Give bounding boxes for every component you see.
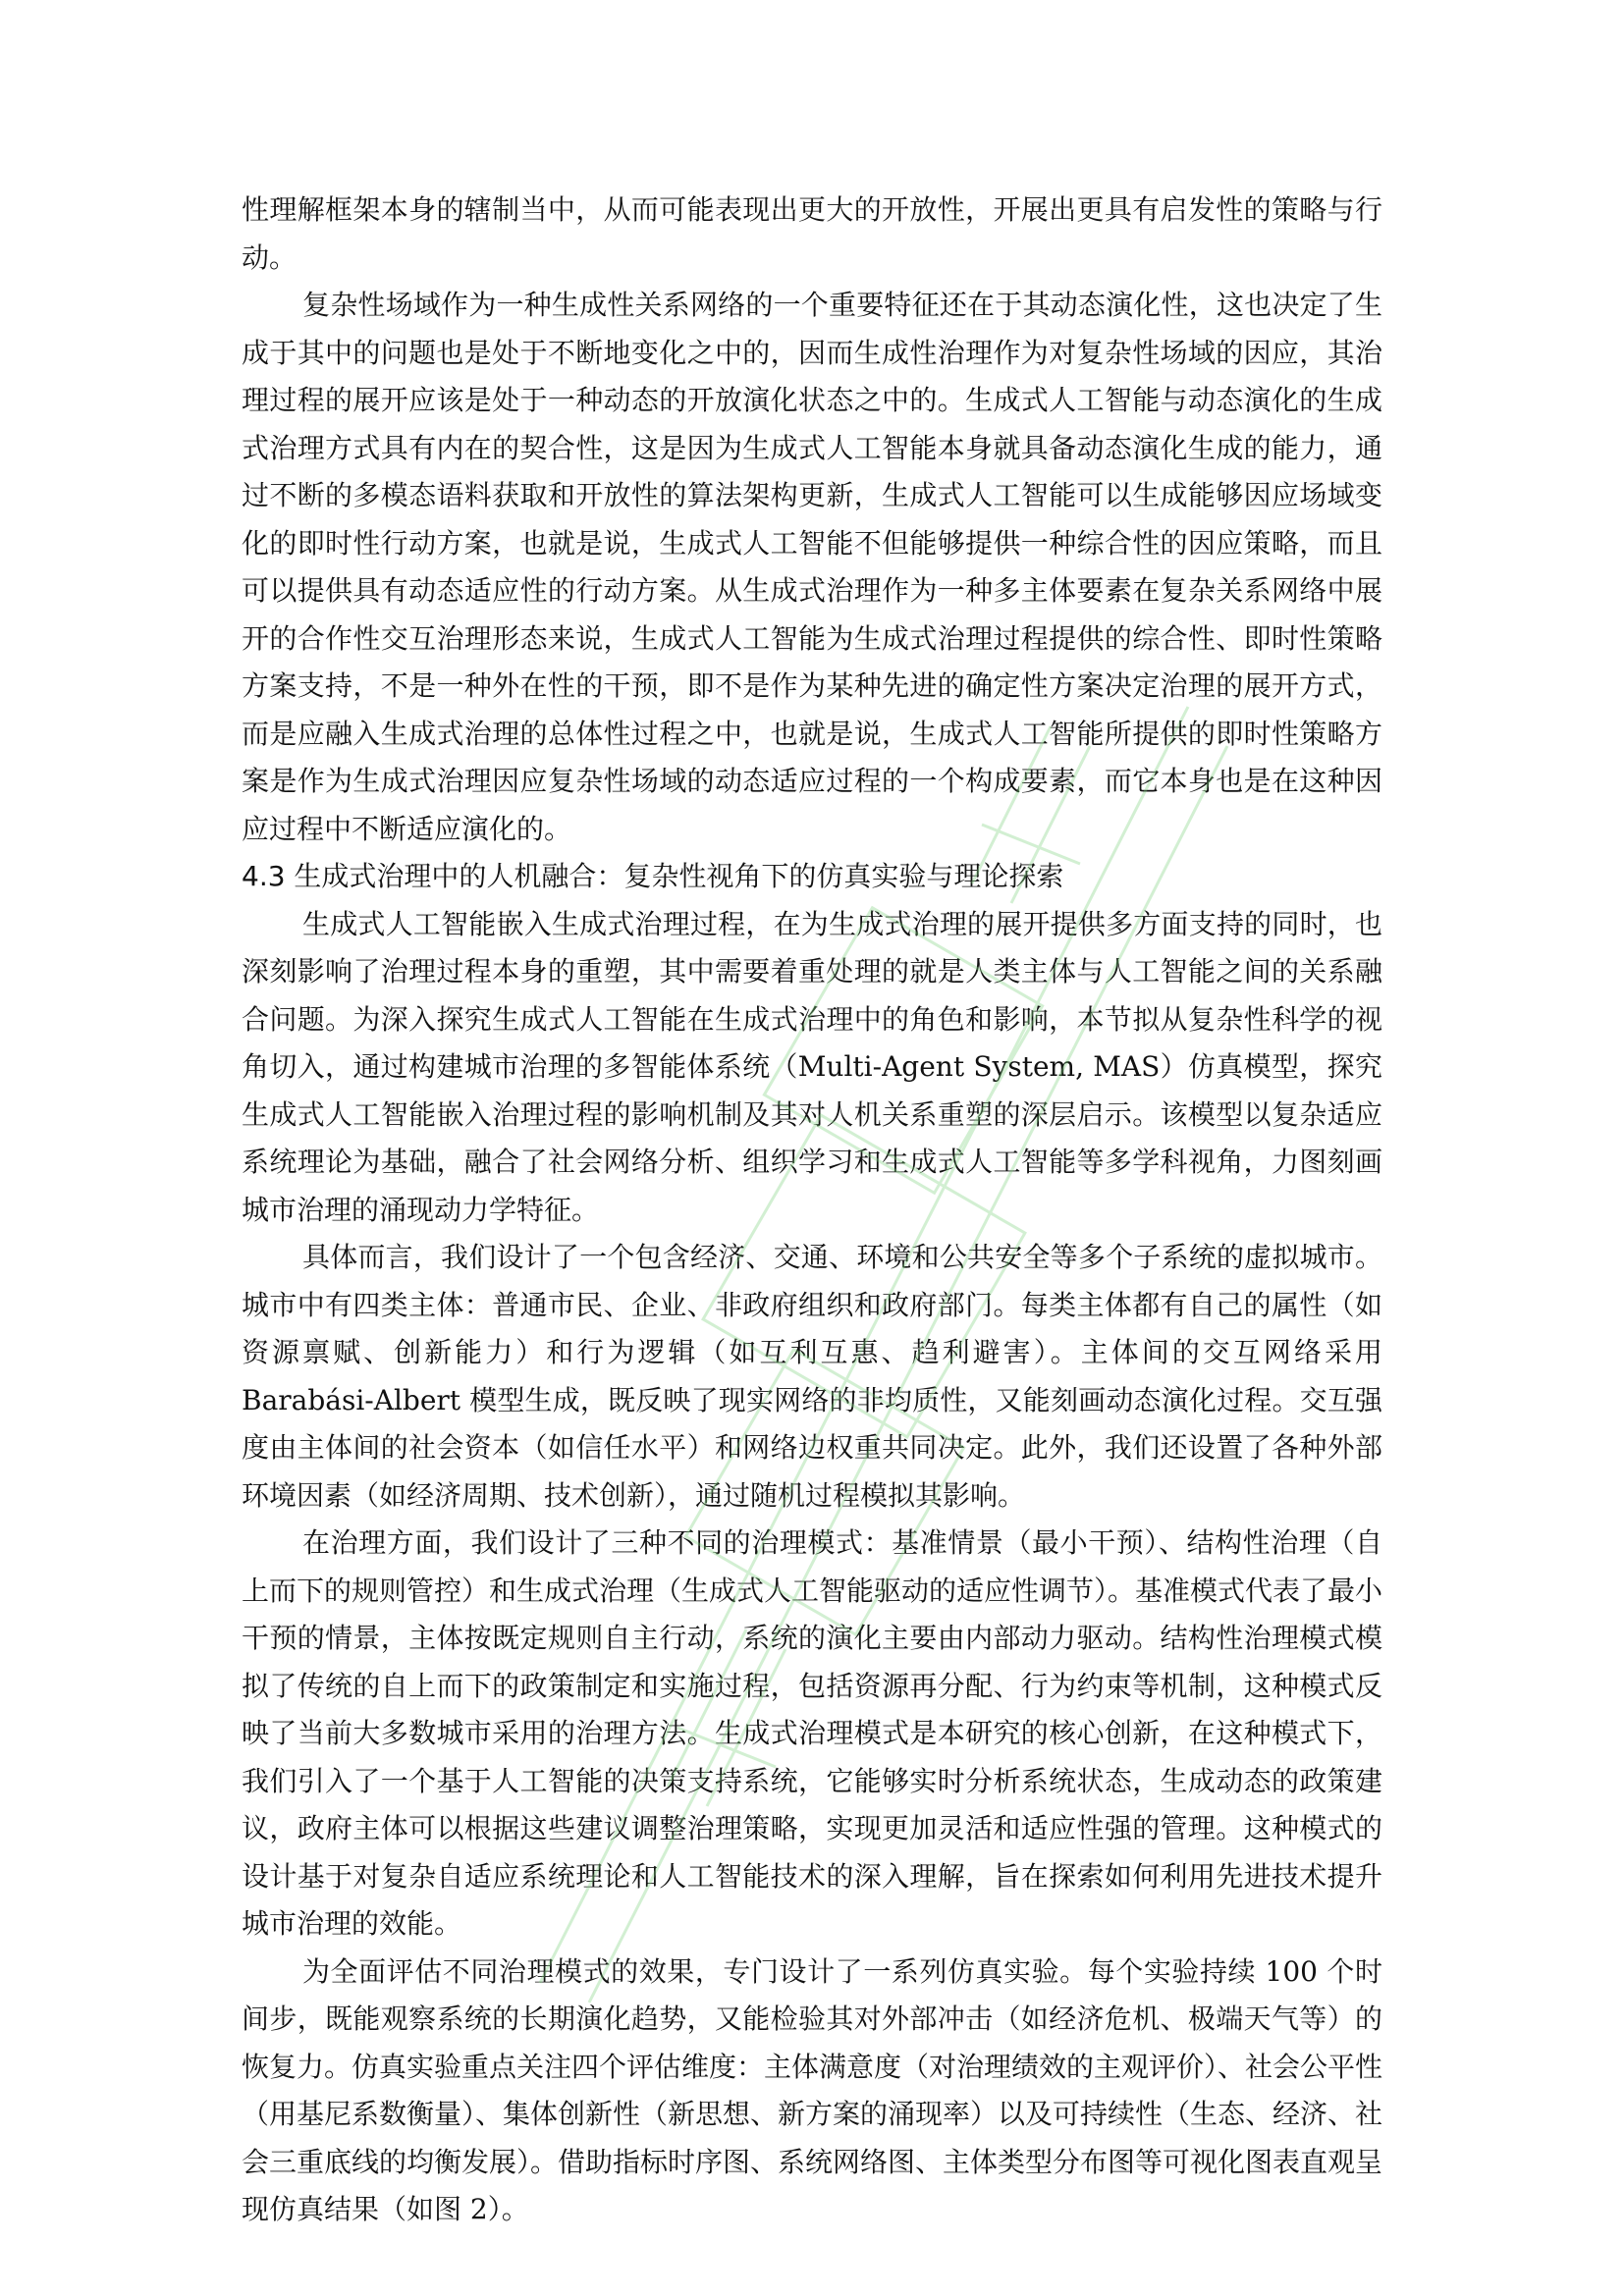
paragraph-simulation-evaluation: 为全面评估不同治理模式的效果，专门设计了一系列仿真实验。每个实验持续 100 个时间步，既能观察系统的长期演化趋势，又能检验其对外部冲击（如经济危机、极端天气等）的恢复力。仿真实验重点关注四个评估维度：主体满意度（对治理绩效的主观评价）、社会公平性（用基尼系数衡量）、集体创新性（新思想、新方案的涌现率）以及可持续性（生态、经济、社会三重底线的均衡发展）。借助指标时序图、系统网络图、主体类型分布图等可视化图表直观呈现仿真结果（如图 2）。 bbox=[242, 1954, 1383, 2225]
document-body bbox=[242, 187, 1382, 2234]
paragraph-continuation: 性理解框架本身的辖制当中，从而可能表现出更大的开放性，开展出更具有启发性的策略与行动。 bbox=[242, 193, 1382, 274]
paragraph-human-ai-fusion: 生成式人工智能嵌入生成式治理过程，在为生成式治理的展开提供多方面支持的同时，也深刻影响了治理过程本身的重塑，其中需要着重处理的就是人类主体与人工智能之间的关系融合问题。为深入探究生成式人工智能在生成式治理中的角色和影响，本节拟从复杂性科学的视角切入，通过构建城市治理的多智能体系统（Multi-Agent System, MAS）仿真模型，探究生成式人工智能嵌入治理过程的影响机制及其对人机关系重塑的深层启示。该模型以复杂适应系统理论为基础，融合了社会网络分析、组织学习和生成式人工智能等多学科视角，力图刻画城市治理的涌现动力学特征。 bbox=[242, 907, 1382, 1226]
section-heading-4-3: 4.3 生成式治理中的人机融合：复杂性视角下的仿真实验与理论探索 bbox=[242, 860, 1064, 892]
paragraph-governance-modes: 在治理方面，我们设计了三种不同的治理模式：基准情景（最小干预）、结构性治理（自上而下的规则管控）和生成式治理（生成式人工智能驱动的适应性调节）。基准模式代表了最小干预的情景，主体按既定规则自主行动，系统的演化主要由内部动力驱动。结构性治理模式模拟了传统的自上而下的政策制定和实施过程，包括资源再分配、行为约束等机制，这种模式反映了当前大多数城市采用的治理方法。生成式治理模式是本研究的核心创新，在这种模式下，我们引入了一个基于人工智能的决策支持系统，它能够实时分析系统状态，生成动态的政策建议，政府主体可以根据这些建议调整治理策略，实现更加灵活和适应性强的管理。这种模式的设计基于对复杂自适应系统理论和人工智能技术的深入理解，旨在探索如何利用先进技术提升城市治理的效能。 bbox=[242, 1526, 1383, 1940]
paragraph-virtual-city-design: 具体而言，我们设计了一个包含经济、交通、环境和公共安全等多个子系统的虚拟城市。城市中有四类主体：普通市民、企业、非政府组织和政府部门。每类主体都有自己的属性（如资源禀赋、创新能力）和行为逻辑（如互利互惠、趋利避害）。主体间的交互网络采用Barabási-Albert 模型生成，既反映了现实网络的非均质性，又能刻画动态演化过程。交互强度由主体间的社会资本（如信任水平）和网络边权重共同决定。此外，我们还设置了各种外部环境因素（如经济周期、技术创新），通过随机过程模拟其影响。 bbox=[242, 1241, 1382, 1512]
paragraph-dynamic-evolution: 复杂性场域作为一种生成性关系网络的一个重要特征还在于其动态演化性，这也决定了生成于其中的问题也是处于不断地变化之中的，因而生成性治理作为对复杂性场域的因应，其治理过程的展开应该是处于一种动态的开放演化状态之中的。生成式人工智能与动态演化的生成式治理方式具有内在的契合性，这是因为生成式人工智能本身就具备动态演化生成的能力，通过不断的多模态语料获取和开放性的算法架构更新，生成式人工智能可以生成能够因应场域变化的即时性行动方案，也就是说，生成式人工智能不但能够提供一种综合性的因应策略，而且可以提供具有动态适应性的行动方案。从生成式治理作为一种多主体要素在复杂关系网络中展开的合作性交互治理形态来说，生成式人工智能为生成式治理过程提供的综合性、即时性策略方案支持，不是一种外在性的干预，即不是作为某种先进的确定性方案决定治理的展开方式，而是应融入生成式治理的总体性过程之中，也就是说，生成式人工智能所提供的即时性策略方案是作为生成式治理因应复杂性场域的动态适应过程的一个构成要素，而它本身也是在这种因应过程中不断适应演化的。 bbox=[242, 289, 1382, 845]
